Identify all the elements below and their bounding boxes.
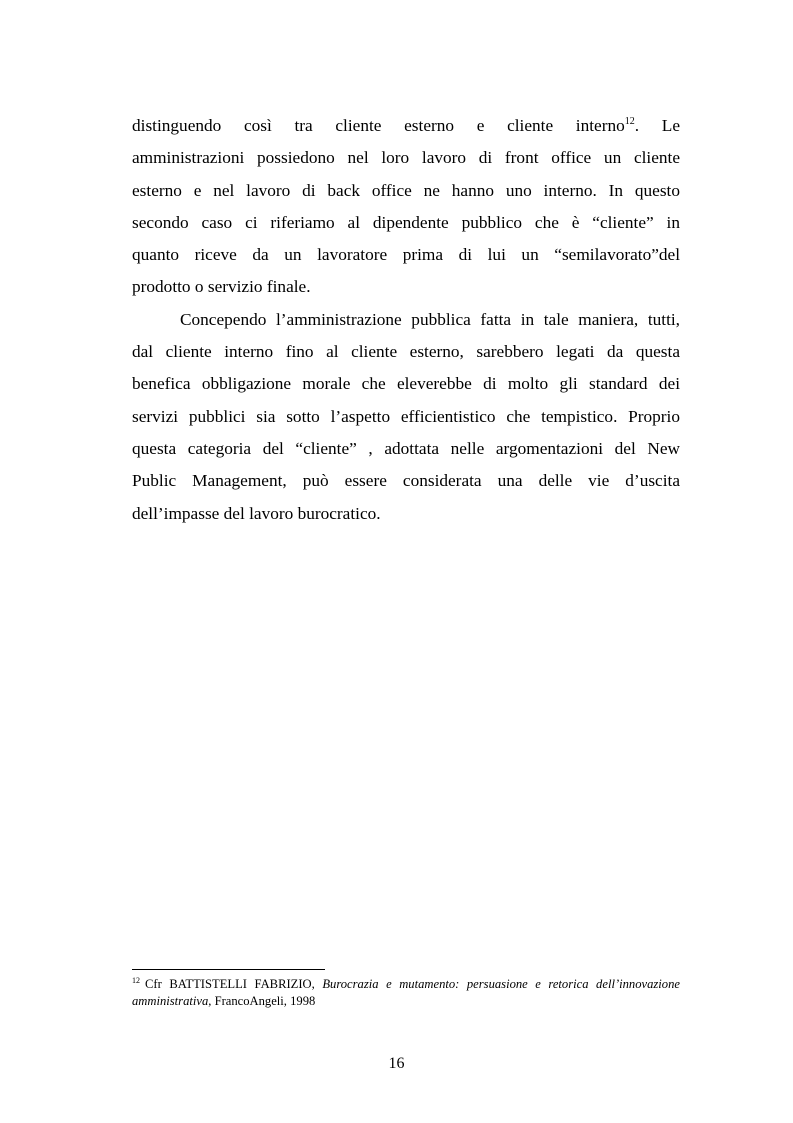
paragraph-2-line-6: Public Management, può essere considerata una delle vie d’uscita (132, 471, 680, 491)
paragraph-2-line-5: questa categoria del “cliente” , adottata nelle argomentazioni del New (132, 438, 680, 458)
footnote-separator (132, 969, 325, 970)
footnote (132, 976, 680, 1010)
paragraph-2-line-4: servizi pubblici sia sotto l’aspetto efficientistico che tempistico. Proprio (132, 406, 680, 426)
footnote-line-1 (132, 976, 680, 993)
footnote-title-part-2: amministrativa (132, 994, 209, 1008)
paragraph-1-line-2: amministrazioni possiedono nel loro lavoro di front office un cliente (132, 148, 680, 168)
paragraph-2-line-7: dell’impasse del lavoro burocratico. (132, 503, 381, 523)
footnote-suffix: , FrancoAngeli, 1998 (208, 994, 316, 1008)
paragraph-1-line-4: secondo caso ci riferiamo al dipendente pubblico che è “cliente” in (132, 212, 680, 232)
body-text (132, 110, 680, 530)
footnote-line-2 (132, 993, 680, 1010)
footnote-title-part-1: Burocrazia e mutamento: persuasione e retorica dell’innovazione (322, 977, 680, 991)
paragraph-1-line-1-end: . Le (634, 116, 680, 135)
paragraph-2-line-3: benefica obbligazione morale che eleverebbe di molto gli standard dei (132, 374, 680, 394)
paragraph-1-line-5: quanto riceve da un lavoratore prima di lui un “semilavorato”del (132, 245, 680, 265)
paragraph-1-line-6: prodotto o servizio finale. (132, 277, 311, 297)
paragraph-1-line-1-text: distinguendo così tra cliente esterno e cliente interno (132, 116, 625, 135)
footnote-number: 12 (132, 976, 140, 985)
page-number: 16 (388, 1055, 405, 1072)
paragraph-1-line-1 (132, 110, 680, 142)
footnote-reference: 12 (624, 116, 635, 127)
paragraph-1-line-3: esterno e nel lavoro di back office ne hanno uno interno. In questo (132, 180, 680, 200)
paragraph-2-line-2: dal cliente interno fino al cliente esterno, sarebbero legati da questa (132, 342, 680, 362)
footnote-prefix: Cfr BATTISTELLI FABRIZIO, (145, 977, 323, 991)
paragraph-2-line-1: Concependo l’amministrazione pubblica fatta in tale maniera, tutti, (180, 309, 680, 329)
